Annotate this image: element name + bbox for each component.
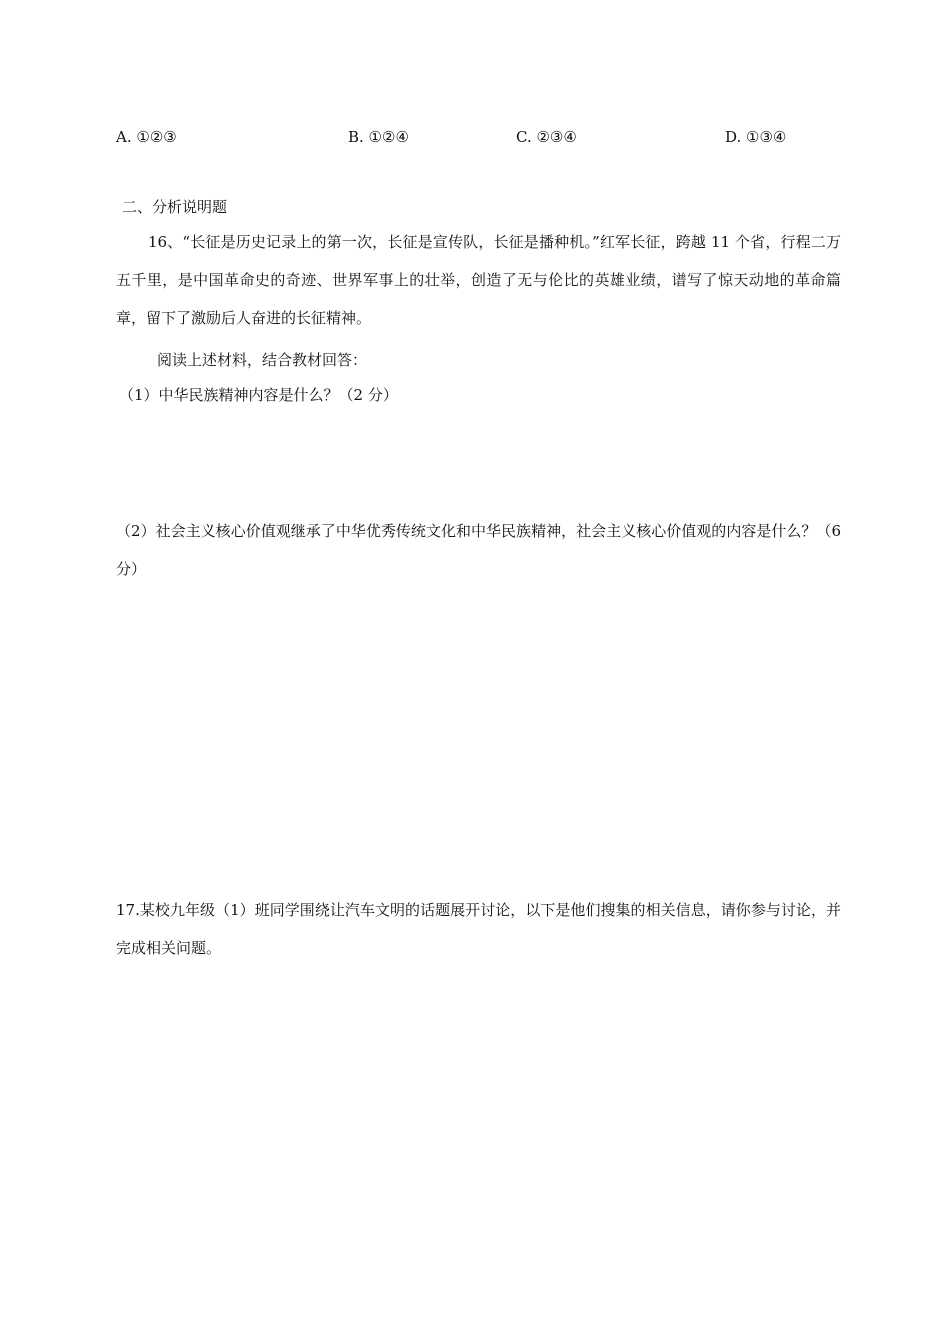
section-heading: 二、分析说明题 — [122, 198, 228, 216]
option-d: D. ①③④ — [725, 128, 787, 146]
option-a: A. ①②③ — [116, 128, 177, 146]
question-17-text: 17.某校九年级（1）班同学围绕让汽车文明的话题展开讨论，以下是他们搜集的相关信息，请你参与讨论，并完成相关问题。 — [116, 901, 841, 957]
question-16-instruction: 阅读上述材料，结合教材回答： — [157, 351, 368, 369]
option-b: B. ①②④ — [348, 128, 409, 146]
option-c: C. ②③④ — [516, 128, 577, 146]
question-16-subquestion-2: （2）社会主义核心价值观继承了中华优秀传统文化和中华民族精神，社会主义核心价值观的内容是什么？（6 分） — [116, 522, 841, 578]
question-16-material: 16、“长征是历史记录上的第一次，长征是宣传队，长征是播种机。”红军长征，跨越 11 个省，行程二万五千里，是中国革命史的奇迹、世界军事上的壮举，创造了无与伦比的英雄业绩，谱写了惊天动地的革命篇章，留下了激励后人奋进的长征精神。 — [116, 233, 841, 327]
question-16-subquestion-1: （1）中华民族精神内容是什么？（2 分） — [119, 386, 398, 404]
